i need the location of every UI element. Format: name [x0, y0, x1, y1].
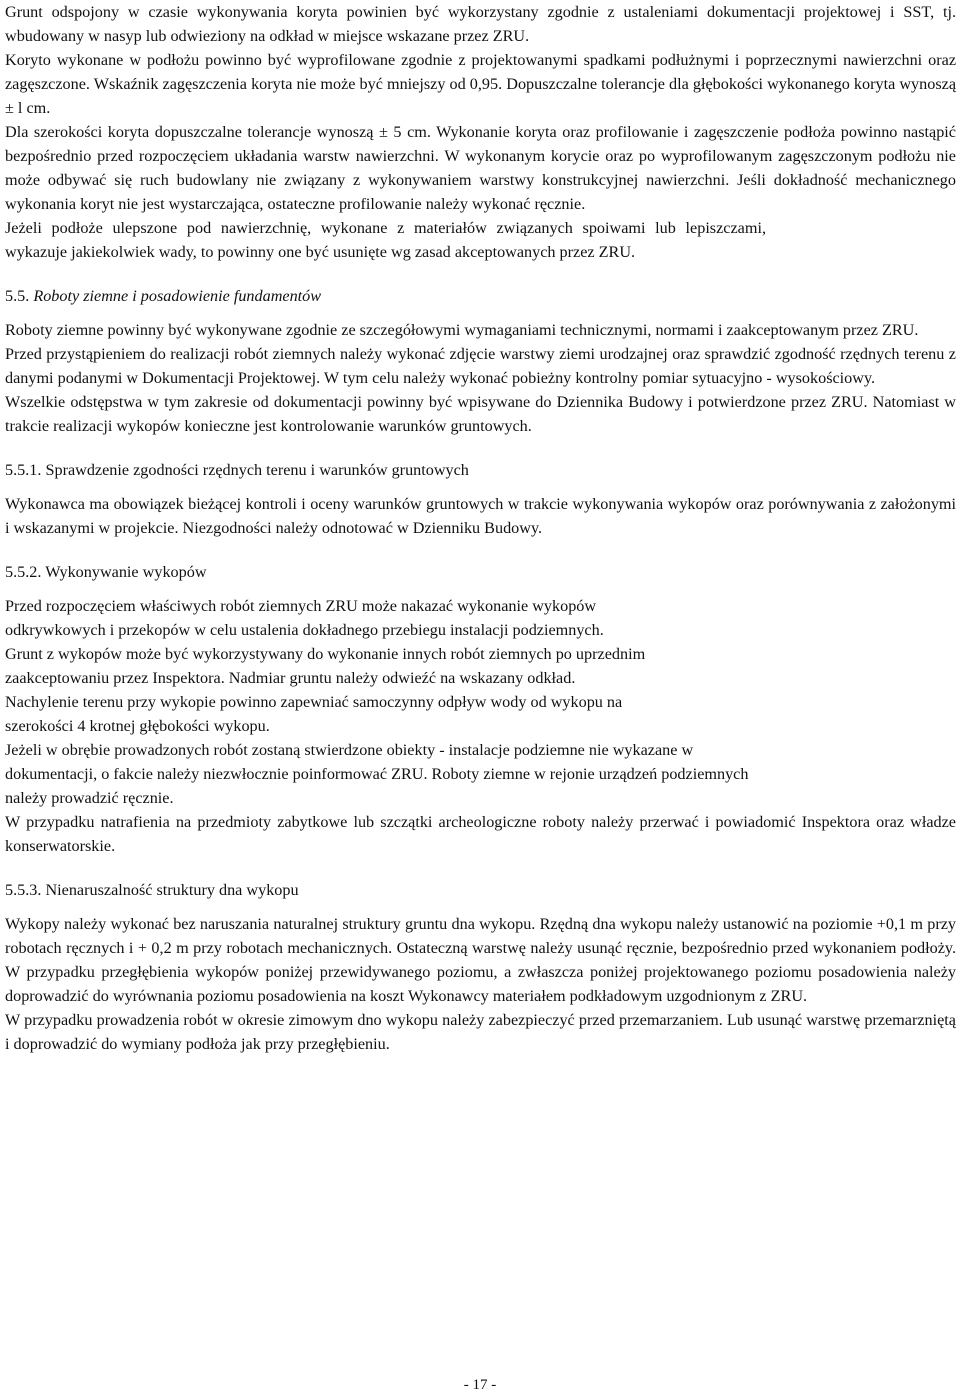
section-heading-5-5 — [5, 284, 956, 308]
text-line: dokumentacji, o fakcie należy niezwłocznie poinformować ZRU. Roboty ziemne w rejonie urządzeń podziemnych — [5, 765, 749, 783]
paragraph: Wykonawca ma obowiązek bieżącej kontroli i oceny warunków gruntowych w trakcie wykonywania wykopów oraz porównywania z założonymi i wskazanymi w projekcie. Niezgodności należy odnotować w Dzienniku Budowy. — [5, 495, 956, 537]
page-number: - 17 - — [463, 1377, 497, 1393]
document-page — [5, 0, 956, 1056]
paragraph: W przypadku natrafienia na przedmioty zabytkowe lub szczątki archeologiczne roboty należy przerwać i powiadomić Inspektora oraz władze konserwatorskie. — [5, 813, 956, 855]
paragraph: Wszelkie odstępstwa w tym zakresie od dokumentacji powinny być wpisywane do Dziennika Budowy i potwierdzone przez ZRU. Natomiast w trakcie realizacji wykopów konieczne jest kontrolowanie warunków gruntowych. — [5, 393, 956, 435]
paragraph: Grunt odspojony w czasie wykonywania koryta powinien być wykorzystany zgodnie z ustaleniami dokumentacji projektowej i SST, tj. wbudowany w nasyp lub odwieziony na odkład w miejsce wskazane przez ZRU. — [5, 3, 956, 45]
paragraph: Przed przystąpieniem do realizacji robót ziemnych należy wykonać zdjęcie warstwy ziemi urodzajnej oraz sprawdzić zgodność rzędnych terenu z danymi podanymi w Dokumentacji Projektowej. W tym celu należy wykonać pobieżny kontrolny pomiar sytuacyjno - wysokościowy. — [5, 345, 956, 387]
text-line: odkrywkowych i przekopów w celu ustalenia dokładnego przebiegu instalacji podziemnych. — [5, 621, 604, 639]
paragraph: Wykopy należy wykonać bez naruszania naturalnej struktury gruntu dna wykopu. Rzędną dna wykopu należy ustanowić na poziomie +0,1 m przy robotach ręcznych i + 0,2 m przy robotach mechanicznych. Ostateczną warstwę należy usunąć ręcznie, bezpośrednio przed wykonaniem podłoży. W przypadku przegłębienia wykopów poniżej przewidywanego poziomu, a zwłaszcza poniżej projektowanego poziomu posadowienia należy doprowadzić do wyrównania poziomu posadowienia na koszt Wykonawcy materiałem podkładowym uzgodnionym z ZRU. — [5, 915, 956, 1005]
section-heading-5-5-3 — [5, 878, 956, 902]
text-line: szerokości 4 krotnej głębokości wykopu. — [5, 717, 270, 735]
section-number: 5.5.1. — [5, 461, 42, 479]
paragraph: Koryto wykonane w podłożu powinno być wyprofilowane zgodnie z projektowanymi spadkami podłużnymi i poprzecznymi nawierzchni oraz zagęszczone. Wskaźnik zagęszczenia koryta nie może być mniejszy od 0,95. Dopuszczalne tolerancje dla głębokości wykonanego koryta wynoszą ± l cm. — [5, 51, 956, 117]
section-title: Roboty ziemne i posadowienie fundamentów — [33, 287, 322, 305]
section-title: Nienaruszalność struktury dna wykopu — [45, 881, 299, 899]
section-title: Wykonywanie wykopów — [45, 563, 207, 581]
text-line: zaakceptowaniu przez Inspektora. Nadmiar gruntu należy odwieźć na wskazany odkład. — [5, 669, 576, 687]
section-number: 5.5. — [5, 287, 30, 305]
section-title: Sprawdzenie zgodności rzędnych terenu i warunków gruntowych — [45, 461, 469, 479]
section-number: 5.5.2. — [5, 563, 42, 581]
text-line: Jeżeli w obrębie prowadzonych robót zostaną stwierdzone obiekty - instalacje podziemne nie wykazane w — [5, 741, 694, 759]
section-heading-5-5-1 — [5, 458, 956, 482]
excavation-lines — [5, 594, 956, 810]
text-line: należy prowadzić ręcznie. — [5, 789, 174, 807]
paragraph: Jeżeli podłoże ulepszone pod nawierzchnię, wykonane z materiałów związanych spoiwami lub lepiszczami, wykazuje jakiekolwiek wady, to powinny one być usunięte wg zasad akceptowanych przez ZRU. — [5, 219, 766, 261]
text-line: Grunt z wykopów może być wykorzystywany do wykonanie innych robót ziemnych po uprzednim — [5, 645, 646, 663]
section-heading-5-5-2 — [5, 560, 956, 584]
paragraph: Dla szerokości koryta dopuszczalne tolerancje wynoszą ± 5 cm. Wykonanie koryta oraz profilowanie i zagęszczenie podłoża powinno nastąpić bezpośrednio przed rozpoczęciem układania warstw nawierzchni. W wykonanym korycie oraz po wyprofilowanym zagęszczonym podłożu nie może odbywać się ruch budowlany nie związany z wykonywaniem warstwy konstrukcyjnej nawierzchni. Jeśli dokładność mechanicznego wykonania koryt nie jest wystarczająca, ostateczne profilowanie należy wykonać ręcznie. — [5, 123, 956, 213]
paragraph: Roboty ziemne powinny być wykonywane zgodnie ze szczegółowymi wymaganiami technicznymi, normami i zaakceptowanym przez ZRU. — [5, 321, 919, 339]
text-line: Przed rozpoczęciem właściwych robót ziemnych ZRU może nakazać wykonanie wykopów — [5, 597, 597, 615]
text-line: Nachylenie terenu przy wykopie powinno zapewniać samoczynny odpływ wody od wykopu na — [5, 693, 623, 711]
section-number: 5.5.3. — [5, 881, 42, 899]
paragraph: W przypadku prowadzenia robót w okresie zimowym dno wykopu należy zabezpieczyć przed przemarzaniem. Lub usunąć warstwę przemarzniętą i doprowadzić do wymiany podłoża jak przy przegłębieniu. — [5, 1011, 956, 1053]
